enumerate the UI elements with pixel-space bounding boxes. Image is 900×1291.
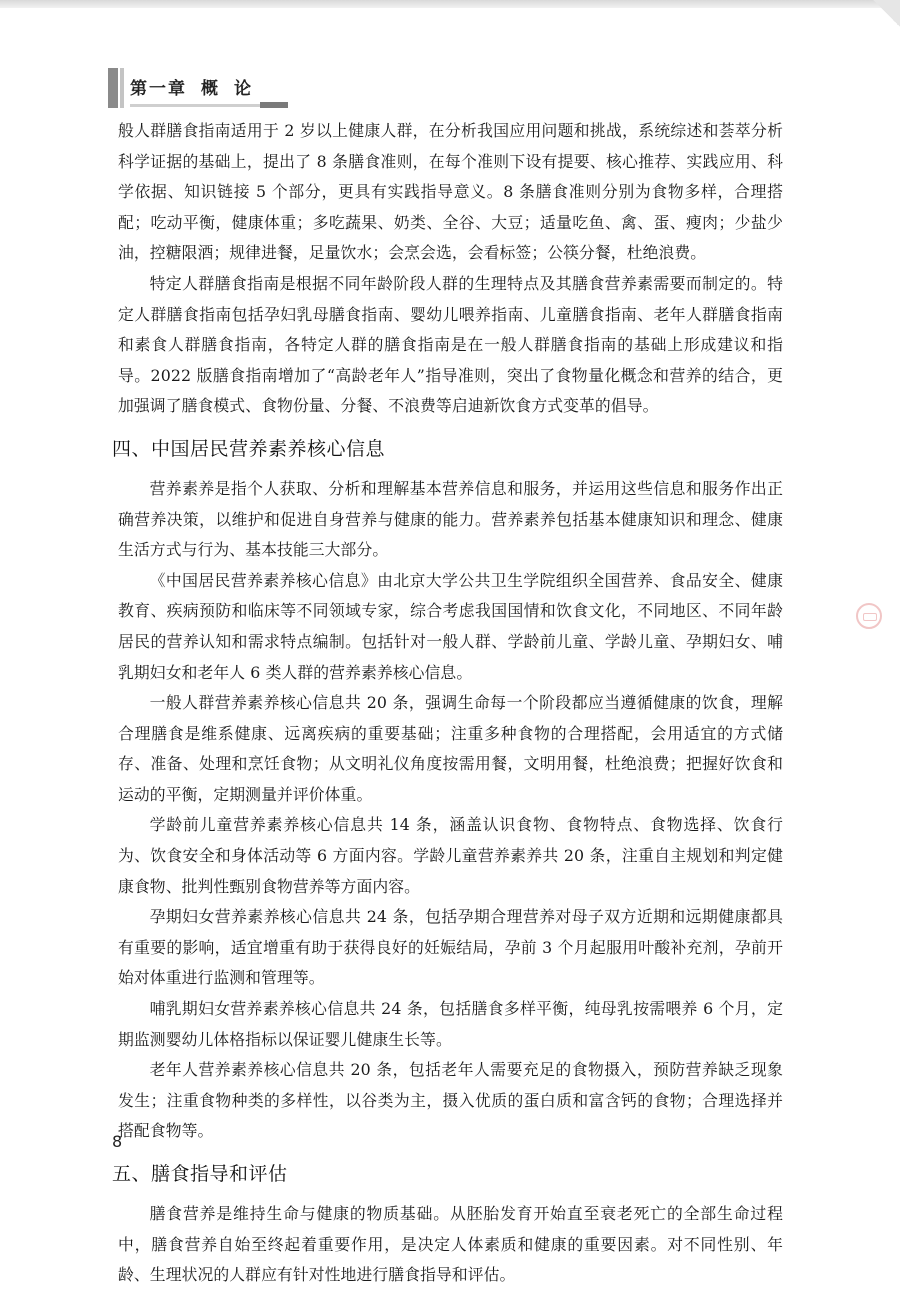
section-heading-nutrition-literacy: 四、中国居民营养素养核心信息 [112,437,386,460]
corner-ornament [870,0,900,30]
chapter-underline-accent [260,102,288,108]
paragraph-s4-2: 《中国居民营养素养核心信息》由北京大学公共卫生学院组织全国营养、食品安全、健康教育、疾病预防和临床等不同领域专家，综合考虑我国国情和饮食文化，不同地区、不同年龄居民的营养认知和需求特点编制。包括针对一般人群、学龄前儿童、学龄儿童、孕期妇女、哺乳期妇女和老年人 6 类人群的营养素养核心信息。 [118,570,783,682]
paragraph-s5-1: 膳食营养是维持生命与健康的物质基础。从胚胎发育开始直至衰老死亡的全部生命过程中，膳食营养自始至终起着重要作用，是决定人体素质和健康的重要因素。对不同性别、年龄、生理状况的人群应有针对性地进行膳食指导和评估。 [118,1204,783,1285]
chapter-tab-bar-light [120,68,124,108]
paragraph-s4-3: 一般人群营养素养核心信息共 20 条，强调生命每一个阶段都应当遵循健康的饮食，理解合理膳食是维系健康、远离疾病的重要基础；注重多种食物的合理搭配，会用适宜的方式储存、准备、处理和烹饪食物；从文明礼仪角度按需用餐，文明用餐，杜绝浪费；把握好饮食和运动的平衡，定期测量并评价体重。 [118,693,783,804]
chapter-underline [130,104,260,107]
paragraph-intro-2: 特定人群膳食指南是根据不同年龄阶段人群的生理特点及其膳食营养素需要而制定的。特定人群膳食指南包括孕妇乳母膳食指南、婴幼儿喂养指南、儿童膳食指南、老年人群膳食指南和素食人群膳食指南，各特定人群的膳食指南是在一般人群膳食指南的基础上形成建议和指导。2022 版膳食指南增加了“高龄老年人”指导准则，突出了食物量化概念和营养的结合，更加强调了膳食模式、食物份量、分餐、不浪费等启迪新饮食方式变革的倡导。 [118,273,783,416]
watermark-stamp-icon [856,603,882,629]
paragraph-s4-5: 孕期妇女营养素养核心信息共 24 条，包括孕期合理营养对母子双方近期和远期健康都具有重要的影响，适宜增重有助于获得良好的妊娠结局，孕前 3 个月起服用叶酸补充剂，孕前开始对体重进行监测和管理等。 [118,907,783,988]
paragraph-s4-6: 哺乳期妇女营养素养核心信息共 24 条，包括膳食多样平衡，纯母乳按需喂养 6 个月，定期监测婴幼儿体格指标以保证婴儿健康生长等。 [118,999,783,1049]
chapter-label: 第一章 [130,79,187,99]
paragraph-intro-1: 般人群膳食指南适用于 2 岁以上健康人群，在分析我国应用问题和挑战，系统综述和荟萃分析科学证据的基础上，提出了 8 条膳食准则，在每个准则下设有提要、核心推荐、实践应用、科学依据、知识链接 5 个部分，更具有实践指导意义。8 条膳食准则分别为食物多样，合理搭配；吃动平衡，健康体重；多吃蔬果、奶类、全谷、大豆；适量吃鱼、禽、蛋、瘦肉；少盐少油，控糖限酒；规律进餐，足量饮水；会烹会选，会看标签；公筷分餐，杜绝浪费。 [118,121,783,263]
page-number: 8 [112,1132,123,1151]
chapter-tab-bar [108,68,118,108]
paragraph-s4-4: 学龄前儿童营养素养核心信息共 14 条，涵盖认识食物、食物特点、食物选择、饮食行为、饮食安全和身体活动等 6 方面内容。学龄儿童营养素养共 20 条，注重自主规划和判定健康食物、批判性甄别食物营养等方面内容。 [118,815,783,896]
paragraph-s4-7: 老年人营养素养核心信息共 20 条，包括老年人需要充足的食物摄入，预防营养缺乏现象发生；注重食物种类的多样性，以谷类为主，摄入优质的蛋白质和富含钙的食物；合理选择并搭配食物等。 [118,1060,783,1141]
chapter-title [130,74,253,99]
section-heading-dietary-guidance: 五、膳食指导和评估 [112,1163,288,1185]
chapter-title-char-1: 概 [201,79,220,99]
chapter-header [108,68,280,108]
paragraph-s4-1: 营养素养是指个人获取、分析和理解基本营养信息和服务，并运用这些信息和服务作出正确营养决策，以维护和促进自身营养与健康的能力。营养素养包括基本健康知识和理念、健康生活方式与行为、基本技能三大部分。 [118,478,783,560]
chapter-title-char-2: 论 [234,79,253,99]
top-page-edge [0,0,900,8]
page-body [112,116,783,1291]
